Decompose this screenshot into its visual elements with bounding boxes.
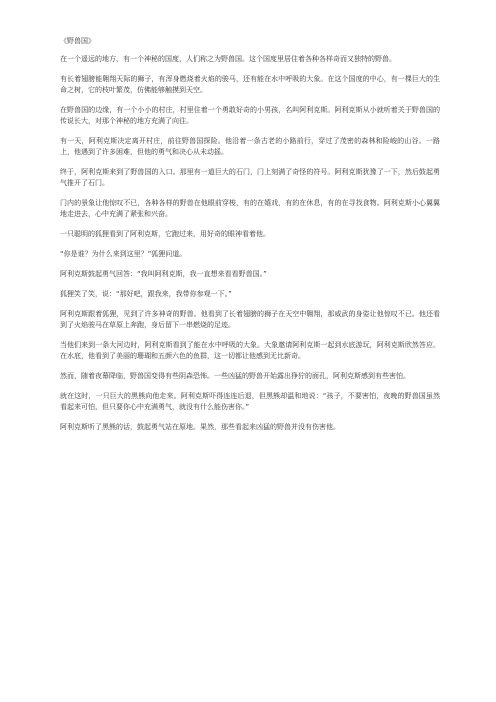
paragraph: 阿利克斯跟着狐狸，见到了许多神奇的野兽。他看到了长着翅膀的狮子在天空中翱翔，那威武的身姿让他惊叹不已。他还看到了火焰骏马在草原上奔跑，身后留下一串燃烧的足迹。: [60, 310, 440, 329]
paragraph: 在一个遥远的地方，有一个神秘的国度，人们称之为野兽国。这个国度里居住着各种各样奇而又独特的野兽。: [60, 55, 396, 63]
paragraph: 在野兽国的边缘，有一个小小的村庄，村里住着一个勇敢好奇的小男孩，名叫阿利克斯。阿利克斯从小就听着关于野兽国的传说长大，对那个神秘的地方充满了向往。: [60, 106, 440, 125]
paragraph: 终于，阿利克斯来到了野兽国的入口。那里有一道巨大的石门，门上刻满了奇怪的符号。阿利克斯犹豫了一下，然后鼓起勇气推开了石门。: [60, 168, 440, 187]
paragraph: 阿利克斯听了黑熊的话，鼓起勇气站在原地。果然，那些看起来凶猛的野兽并没有伤害他。: [60, 423, 340, 431]
paragraph: 有长着翅膀能翱翔天际的狮子，有浑身燃烧着火焰的骏马，还有能在水中呼吸的大象。在这个国度的中心，有一棵巨大的生命之树，它的枝叶繁茂，仿佛能够触摸到天空。: [60, 75, 440, 94]
paragraph: 当他们来到一条大河边时，阿利克斯看到了能在水中呼吸的大象。大象邀请阿利克斯一起到水底游玩，阿利克斯欣然答应。在水底，他看到了美丽的珊瑚和五颜六色的鱼群，这一切都让他感到无比新奇。: [60, 341, 440, 360]
paragraph: 有一天，阿利克斯决定离开村庄，前往野兽国探险。他沿着一条古老的小路前行，穿过了茂密的森林和险峻的山谷。一路上，他遇到了许多困难，但他的勇气和决心从未动摇。: [60, 137, 440, 156]
paragraph: 狐狸笑了笑，说：“那好吧，跟我来，我带你参观一下。”: [60, 290, 232, 298]
document-body: [60, 36, 440, 442]
paragraph: 阿利克斯鼓起勇气回答：“我叫阿利克斯，我一直想来看看野兽国。”: [60, 270, 267, 278]
document-title: 《野兽国》: [60, 37, 95, 45]
paragraph: 就在这时，一只巨大的黑熊向他走来。阿利克斯吓得连连后退，但黑熊却温和地说：“孩子，不要害怕，夜晚的野兽国虽然看起来可怕，但只要你心中充满勇气，就没有什么能伤害你。”: [60, 392, 440, 411]
paragraph: 一只聪明的狐狸看到了阿利克斯，它跑过来，用好奇的眼神看着他。: [60, 230, 270, 238]
paragraph: 然而，随着夜幕降临，野兽国变得有些阴森恐怖。一些凶猛的野兽开始露出狰狞的面孔，阿利克斯感到有些害怕。: [60, 372, 410, 380]
paragraph: “你是谁？为什么来到这里？”狐狸问道。: [60, 250, 187, 258]
paragraph: 门内的景象让他惊叹不已，各种各样的野兽在他眼前穿梭，有的在嬉戏，有的在休息，有的在寻找食物。阿利克斯小心翼翼地走进去，心中充满了紧张和兴奋。: [60, 199, 440, 218]
